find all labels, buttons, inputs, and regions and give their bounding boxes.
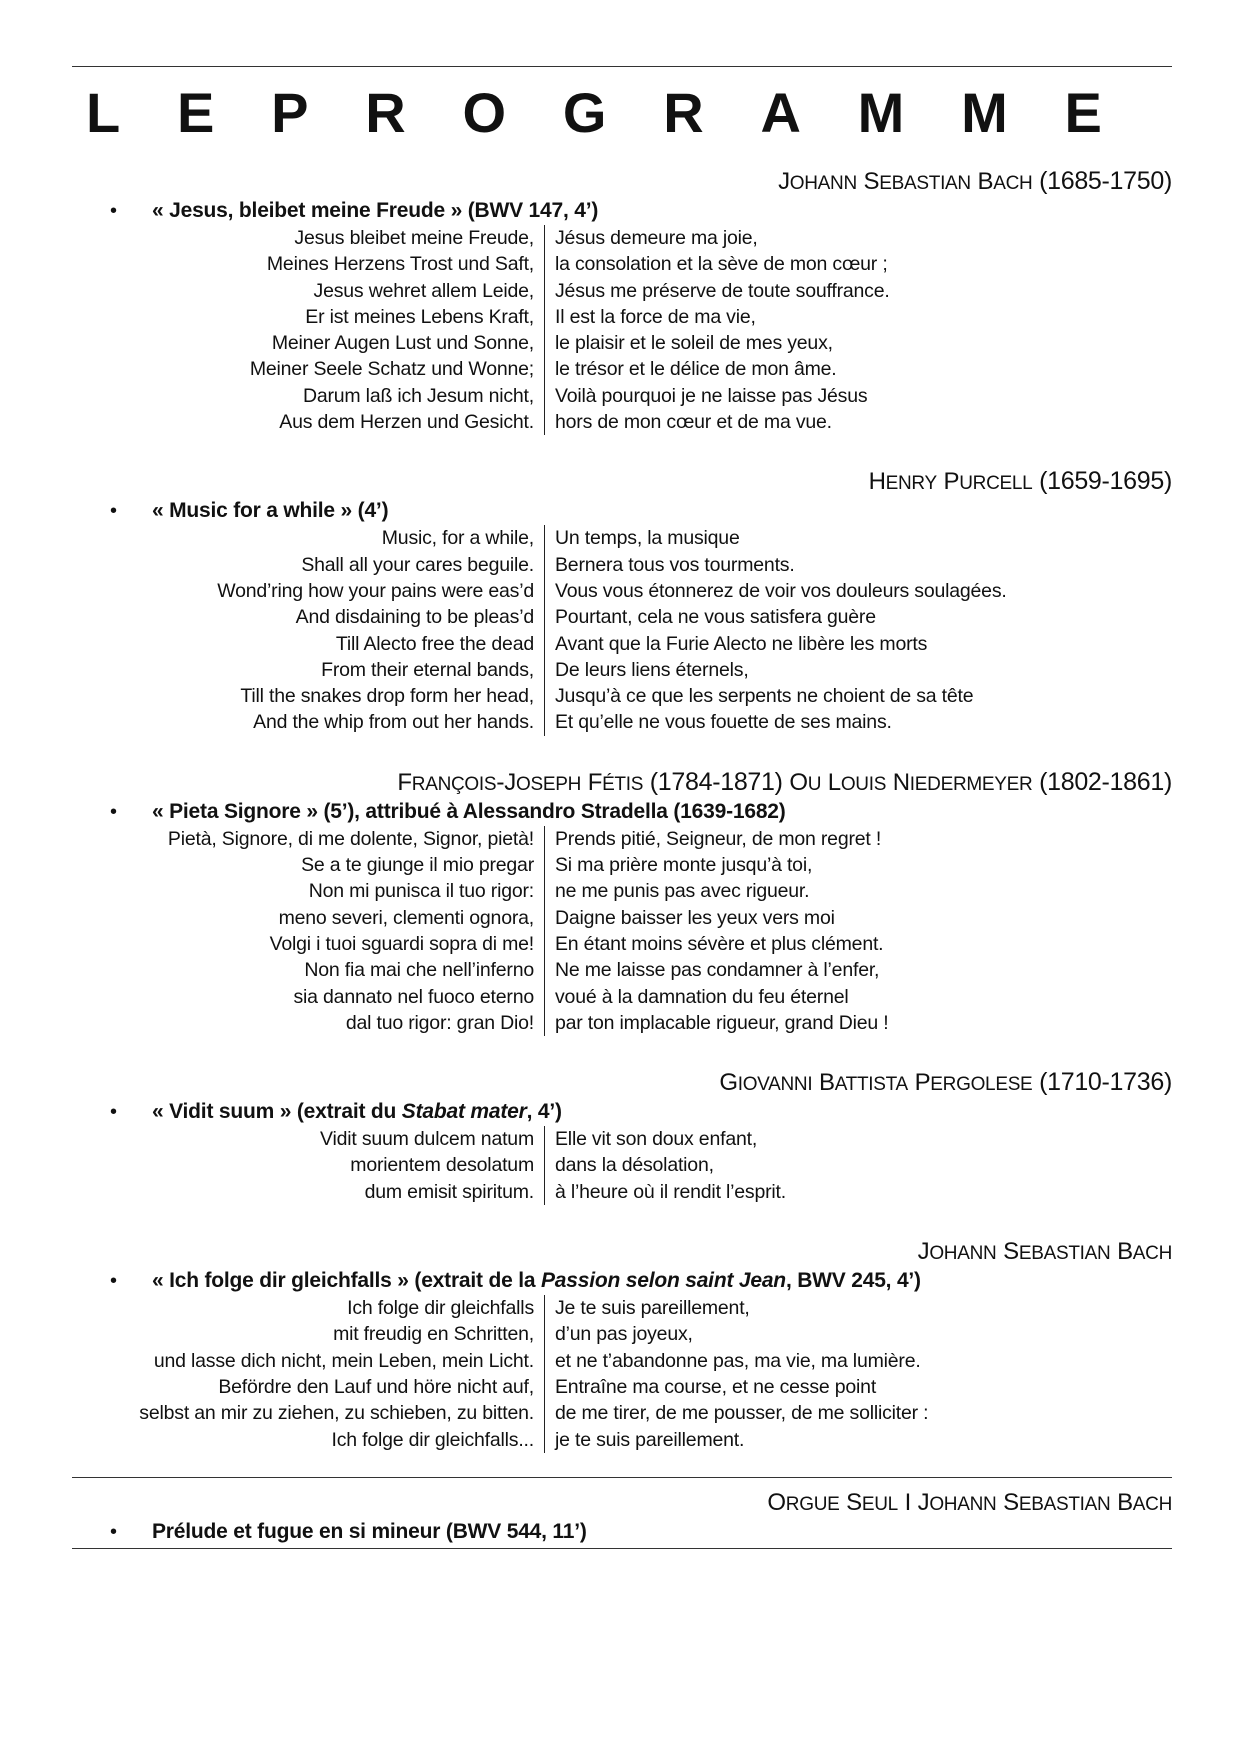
original-line: And disdaining to be pleas’d — [295, 606, 534, 629]
composer-rest: OHANN — [789, 173, 857, 194]
composer-initial: H — [868, 468, 886, 496]
title-letter: E — [177, 81, 215, 144]
composer-initial: P — [914, 1069, 931, 1097]
title-letter: O — [462, 81, 507, 144]
composer-heading: FRANÇOIS-JOSEPH FÉTIS (1784-1871) OU LOUIS NIEDERMEYER (1802-1861) — [397, 767, 1172, 796]
translation-line: et ne t’abandonne pas, ma vie, ma lumière. — [555, 1349, 921, 1372]
composer-heading — [72, 1235, 1172, 1267]
original-line: selbst an mir zu ziehen, zu schieben, zu bitten. — [139, 1402, 534, 1425]
bullet-icon: • — [110, 1520, 117, 1543]
original-line: sia dannato nel fuoco eterno — [293, 985, 534, 1008]
original-text-column — [72, 225, 545, 435]
translation-line: Pourtant, cela ne vous satisfera guère — [555, 606, 876, 629]
composer-initial: S — [1003, 1488, 1019, 1516]
composer-initial: O — [767, 1488, 786, 1516]
original-line: Meines Herzens Trost und Saft, — [266, 253, 534, 276]
composer-initial: F — [587, 768, 603, 796]
composer-heading — [72, 465, 1172, 497]
piece-title-text: « Vidit suum » (extrait du Stabat mater, 4’) — [152, 1100, 562, 1124]
composer-initial: J — [917, 1238, 930, 1266]
programme-section — [72, 465, 1172, 735]
translation-line: Jésus demeure ma joie, — [555, 227, 758, 249]
composer-rest: IEDERMEYER — [909, 773, 1033, 795]
composer-heading — [72, 165, 1172, 197]
original-line: From their eternal bands, — [321, 658, 534, 681]
translation-line: Un temps, la musique — [555, 527, 740, 550]
composer-rest: ACH — [993, 173, 1033, 194]
composer-initial: J — [778, 168, 790, 195]
translation-line: le trésor et le délice de mon âme. — [555, 358, 837, 381]
composer-rest: ATTISTA — [834, 1074, 908, 1096]
piece-title — [72, 798, 1172, 826]
programme-sections — [72, 165, 1172, 1453]
original-line: Jesus wehret allem Leide, — [313, 279, 534, 302]
translation-column — [545, 826, 888, 1036]
translation-line: de me tirer, de me pousser, de me solliciter : — [555, 1402, 929, 1425]
piece-title-text: « Pieta Signore » (5’), attribué à Alessandro Stradella (1639-1682) — [152, 799, 786, 823]
verse-columns — [72, 826, 1172, 1036]
translation-line: Si ma prière monte jusqu’à toi, — [555, 854, 813, 877]
translation-column — [545, 1126, 786, 1205]
bullet-icon: • — [110, 1101, 117, 1124]
composer-rest: OHANN — [929, 1493, 997, 1515]
original-line: Jesus bleibet meine Freude, — [294, 227, 534, 249]
translation-line: Entraîne ma course, et ne cesse point — [555, 1375, 877, 1398]
original-line: morientem desolatum — [350, 1154, 534, 1177]
translation-line: hors de mon cœur et de ma vue. — [555, 411, 832, 434]
composer-rest: EBASTIAN — [879, 173, 971, 194]
title-letter: E — [1064, 81, 1102, 144]
bullet-icon: • — [110, 500, 117, 523]
original-line: Wond’ring how your pains were eas’d — [217, 579, 534, 602]
original-line: dum emisit spiritum. — [364, 1180, 534, 1203]
title-letter: R — [663, 81, 704, 144]
original-line: Darum laß ich Jesum nicht, — [302, 384, 534, 407]
translation-line: dans la désolation, — [555, 1154, 714, 1177]
title-letter: L — [86, 81, 121, 144]
composer-initial: N — [892, 768, 910, 796]
translation-line: Vous vous étonnerez de voir vos douleurs soulagées. — [555, 579, 1007, 602]
original-text-column — [72, 1126, 545, 1205]
original-text-column — [72, 1295, 545, 1453]
composer-initial: J — [504, 768, 516, 796]
original-line: Non fia mai che nell’inferno — [304, 959, 534, 982]
title-letter: A — [760, 81, 801, 144]
composer-rest: U — [807, 773, 822, 795]
translation-line: Avant que la Furie Alecto ne libère les morts — [555, 632, 928, 655]
translation-line: Je te suis pareillement, — [555, 1297, 750, 1320]
composer-rest: EBASTIAN — [1018, 1493, 1111, 1515]
translation-line: Prends pitié, Seigneur, de mon regret ! — [555, 827, 882, 850]
translation-column — [545, 1295, 928, 1453]
translation-line: Jésus me préserve de toute souffrance. — [555, 279, 890, 302]
composer-word: I — [904, 1488, 911, 1516]
composer-rest: OUIS — [840, 773, 887, 795]
translation-line: Daigne baisser les yeux vers moi — [555, 906, 835, 929]
composer-dates: (1710-1736) — [1039, 1068, 1172, 1097]
composer-initial: G — [719, 1069, 738, 1097]
original-text-column — [72, 525, 545, 735]
composer-rest: ACH — [1132, 1243, 1172, 1265]
original-line: und lasse dich nicht, mein Leben, mein Licht. — [153, 1349, 534, 1372]
composer-rest: ACH — [1132, 1493, 1172, 1515]
original-line: dal tuo rigor: gran Dio! — [345, 1011, 534, 1034]
verse-columns — [72, 1295, 1172, 1453]
composer-rest: RANÇOIS — [411, 773, 497, 795]
top-rule — [72, 66, 1172, 67]
original-line: Music, for a while, — [381, 527, 534, 550]
composer-dates: (1802-1861) — [1039, 767, 1172, 796]
composer-initial: P — [943, 468, 960, 496]
programme-section — [72, 1235, 1172, 1453]
composer-initial: S — [863, 168, 880, 195]
verse-columns — [72, 525, 1172, 735]
piece-title — [72, 1098, 1172, 1126]
original-line: Non mi punisca il tuo rigor: — [308, 880, 534, 903]
translation-line: Et qu’elle ne vous fouette de ses mains. — [555, 711, 892, 734]
composer-initial: B — [819, 1069, 835, 1097]
translation-line: Jusqu’à ce que les serpents ne choient de sa tête — [555, 685, 974, 708]
composer-rest: ENRY — [885, 473, 937, 495]
title-letter: R — [365, 81, 406, 144]
translation-line: voué à la damnation du feu éternel — [555, 985, 849, 1008]
composer-rest: OHANN — [929, 1243, 997, 1265]
title-letter: M — [961, 81, 1008, 144]
composer-dates: (1659-1695) — [1039, 467, 1172, 496]
translation-line: Ne me laisse pas condamner à l’enfer, — [555, 959, 880, 982]
bottom-rule — [72, 1548, 1172, 1549]
organ-piece — [72, 1518, 1172, 1546]
programme-section — [72, 165, 1172, 435]
composer-initial: S — [1003, 1238, 1019, 1266]
page-title — [72, 81, 1172, 145]
original-line: Till the snakes drop form her head, — [240, 685, 534, 708]
composer-initial: B — [1117, 1238, 1133, 1266]
composer-rest: URCELL — [959, 473, 1033, 495]
composer-rest: OSEPH — [516, 773, 582, 795]
original-line: Aus dem Herzen und Gesicht. — [279, 411, 534, 434]
original-line: mit freudig en Schritten, — [333, 1323, 534, 1346]
composer-initial: B — [977, 168, 994, 195]
original-line: Ich folge dir gleichfalls — [347, 1297, 534, 1320]
translation-line: je te suis pareillement. — [555, 1428, 745, 1451]
translation-line: De leurs liens éternels, — [555, 658, 749, 681]
original-line: Till Alecto free the dead — [335, 632, 534, 655]
composer-rest: ÉTIS — [602, 773, 644, 795]
original-line: Er ist meines Lebens Kraft, — [305, 305, 534, 328]
title-letter: G — [562, 81, 607, 144]
piece-title-text: « Ich folge dir gleichfalls » (extrait de la Passion selon saint Jean, BWV 245, 4’) — [152, 1269, 921, 1293]
composer-initial: O — [789, 768, 808, 796]
translation-line: d’un pas joyeux, — [555, 1323, 693, 1346]
bullet-icon: • — [110, 1270, 117, 1293]
composer-initial: B — [1117, 1488, 1133, 1516]
composer-dates: (1685-1750) — [1039, 167, 1172, 195]
translation-line: En étant moins sévère et plus clément. — [555, 932, 884, 955]
original-line: Pietà, Signore, di me dolente, Signor, pietà! — [167, 827, 534, 850]
composer-rest: EUL — [861, 1493, 898, 1515]
translation-line: à l’heure où il rendit l’esprit. — [555, 1180, 786, 1203]
title-letter: P — [271, 81, 309, 144]
original-line: And the whip from out her hands. — [253, 711, 534, 734]
original-line: Vidit suum dulcem natum — [320, 1128, 534, 1151]
programme-section — [72, 766, 1172, 1036]
composer-dates: (1784-1871) — [649, 767, 783, 796]
composer-initial: J — [917, 1488, 930, 1516]
composer-rest: EBASTIAN — [1018, 1243, 1111, 1265]
composer-heading — [72, 1066, 1172, 1098]
composer-initial: L — [827, 768, 841, 796]
organ-piece-title: Prélude et fugue en si mineur (BWV 544, 11’) — [152, 1519, 587, 1543]
translation-line: par ton implacable rigueur, grand Dieu ! — [555, 1011, 889, 1034]
organ-top-rule — [72, 1477, 1172, 1478]
original-text-column — [72, 826, 545, 1036]
composer-rest: IOVANNI — [737, 1074, 813, 1096]
translation-line: la consolation et la sève de mon cœur ; — [555, 253, 888, 276]
translation-line: Il est la force de ma vie, — [555, 305, 756, 328]
translation-column — [545, 525, 1007, 735]
piece-work-italic: Passion selon saint Jean — [540, 1269, 786, 1293]
translation-line: Voilà pourquoi je ne laisse pas Jésus — [555, 384, 868, 407]
bullet-icon: • — [110, 800, 117, 823]
original-line: Volgi i tuoi sguardi sopra di me! — [269, 932, 534, 955]
original-line: Se a te giunge il mio pregar — [301, 854, 534, 877]
piece-title — [72, 197, 1172, 225]
original-line: meno severi, clementi ognora, — [278, 906, 534, 929]
programme-section — [72, 1066, 1172, 1205]
translation-line: Bernera tous vos tourments. — [555, 553, 795, 576]
composer-rest: ERGOLESE — [930, 1074, 1033, 1096]
original-line: Befördre den Lauf und höre nicht auf, — [218, 1375, 534, 1398]
verse-columns — [72, 1126, 1172, 1205]
piece-title — [72, 497, 1172, 525]
piece-title — [72, 1267, 1172, 1295]
bullet-icon: • — [110, 200, 117, 222]
organ-composer — [72, 1486, 1172, 1518]
programme-page — [72, 0, 1172, 1549]
translation-line: le plaisir et le soleil de mes yeux, — [555, 332, 833, 355]
piece-work-italic: Stabat mater — [401, 1100, 527, 1124]
original-line: Meiner Seele Schatz und Wonne; — [249, 358, 534, 381]
translation-line: Elle vit son doux enfant, — [555, 1128, 758, 1151]
piece-title-text: « Music for a while » (4’) — [152, 499, 389, 523]
translation-line: ne me punis pas avec rigueur. — [555, 880, 810, 903]
composer-initial: S — [846, 1488, 862, 1516]
translation-column — [545, 225, 890, 435]
composer-rest: RGUE — [785, 1493, 840, 1515]
verse-columns — [72, 225, 1172, 435]
piece-title-text: « Jesus, bleibet meine Freude » (BWV 147, 4’) — [152, 199, 599, 222]
original-line: Shall all your cares beguile. — [301, 553, 534, 576]
title-letter: M — [857, 81, 905, 144]
original-line: Meiner Augen Lust und Sonne, — [271, 332, 534, 355]
original-line: Ich folge dir gleichfalls... — [331, 1428, 534, 1451]
composer-initial: F — [397, 768, 412, 796]
